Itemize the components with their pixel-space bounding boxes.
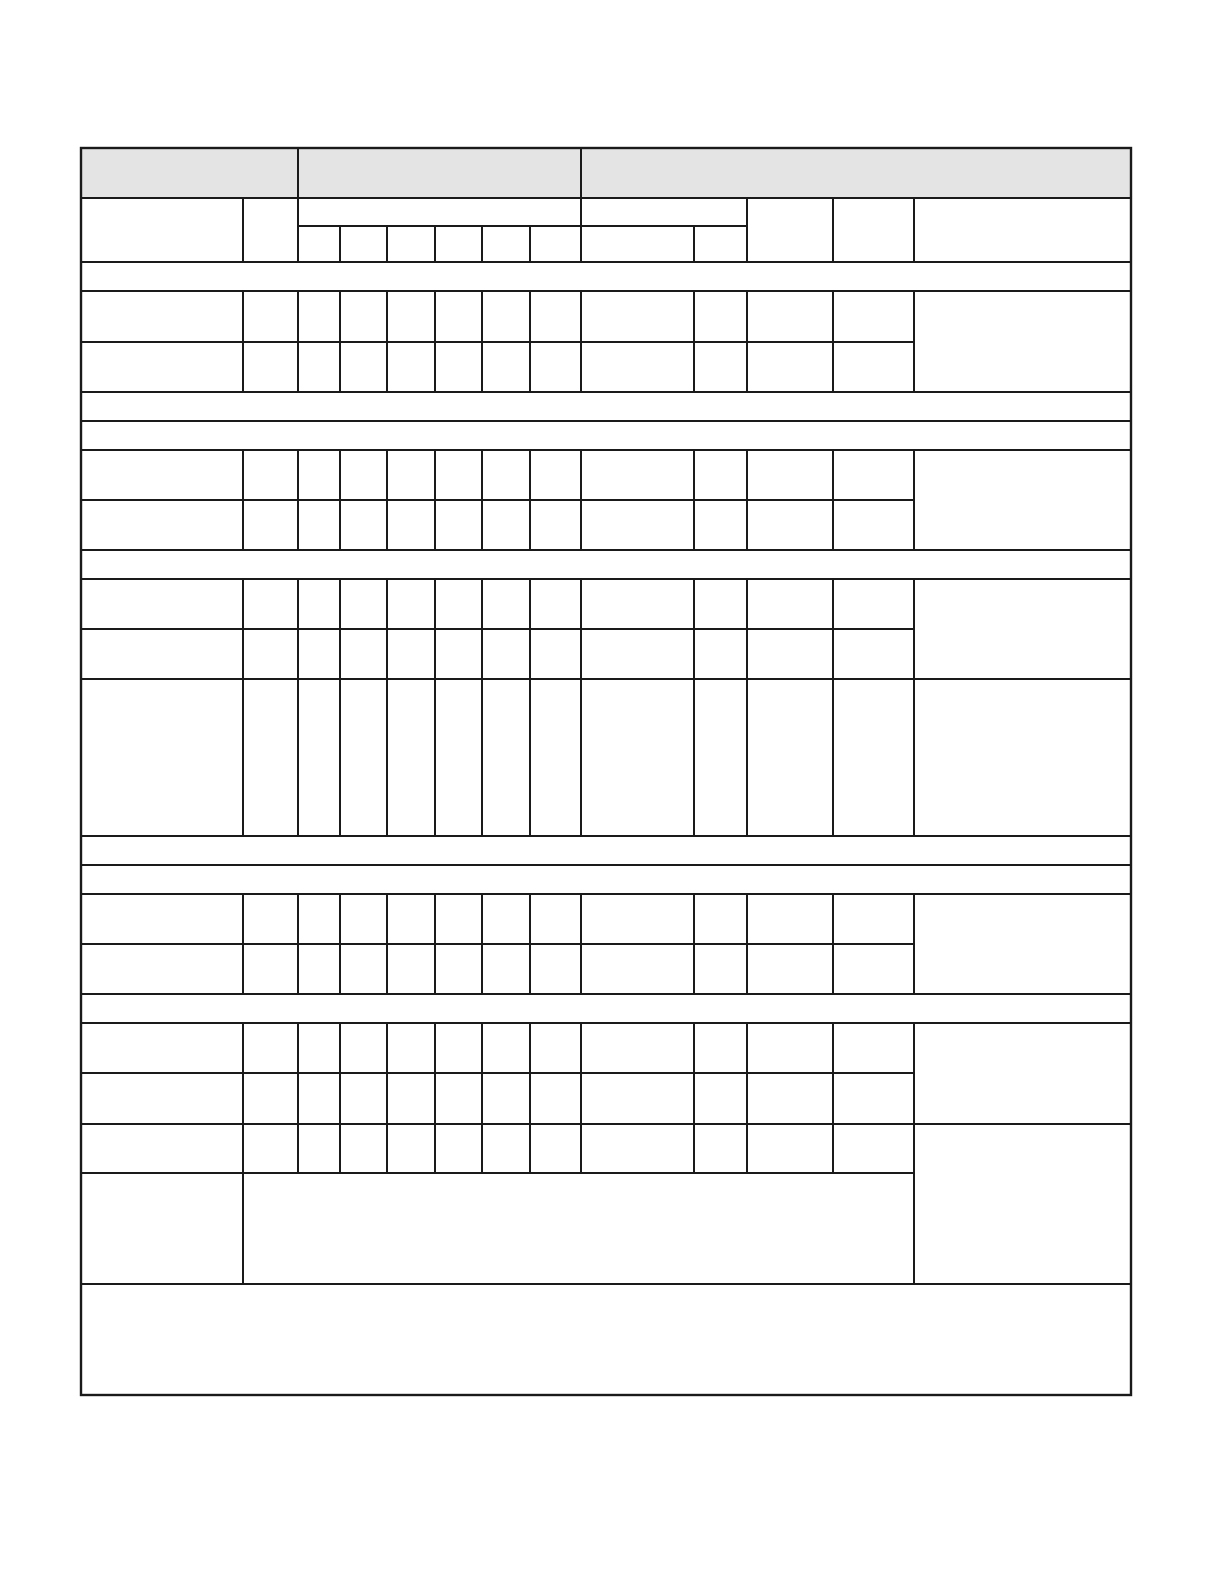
grid-lines bbox=[81, 148, 1131, 1284]
outer-frame bbox=[81, 148, 1131, 1395]
header-band bbox=[81, 148, 1131, 198]
